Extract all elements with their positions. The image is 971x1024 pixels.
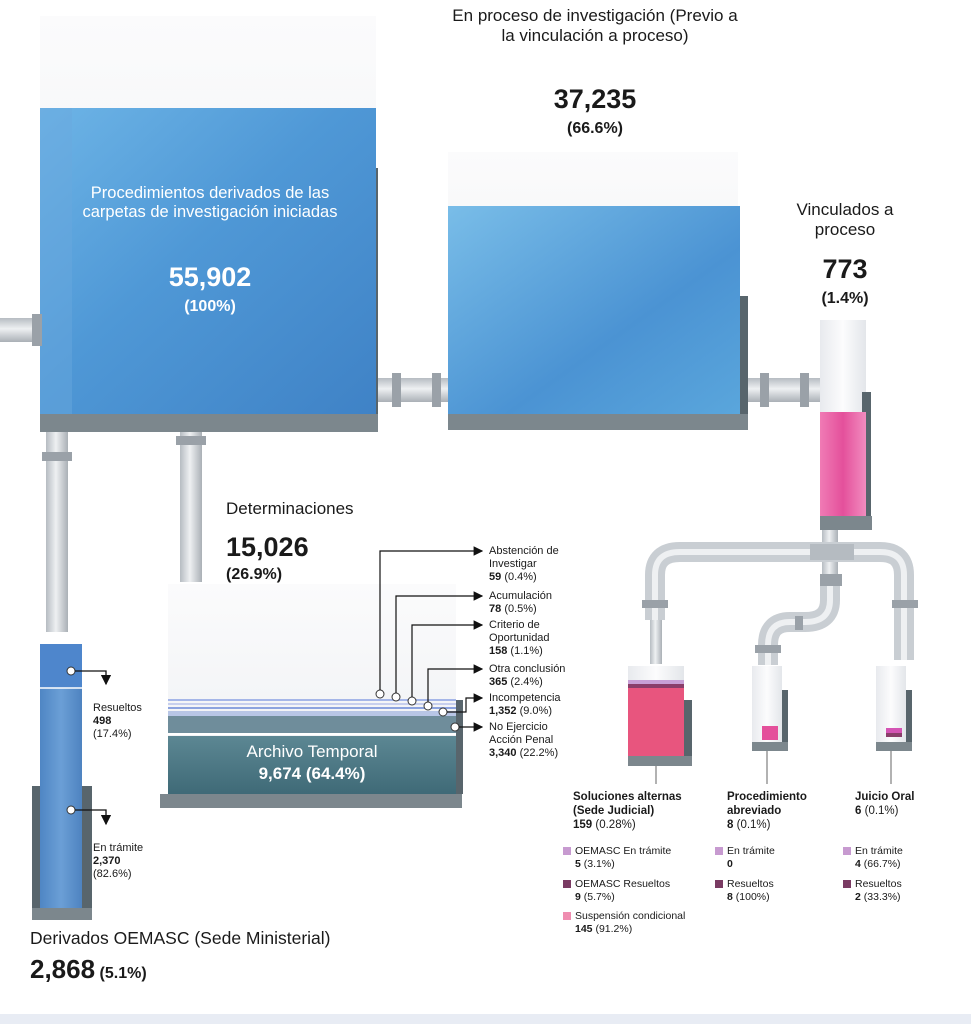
soluciones-title: Soluciones alternas (Sede Judicial) bbox=[573, 791, 682, 817]
determinaciones-title: Determinaciones bbox=[226, 499, 354, 518]
archivo-temporal-value: 9,674 (64.4%) bbox=[258, 764, 366, 783]
juicio-item-0: En trámite 4 (66.7%) bbox=[843, 845, 903, 870]
vinculados-value: 773 bbox=[822, 254, 868, 284]
oemasc-total bbox=[30, 954, 147, 985]
determinaciones-value: 15,026 bbox=[226, 532, 309, 562]
soluciones-item-1: OEMASC Resueltos 9 (5.7%) bbox=[563, 878, 670, 903]
abreviado-header: Procedimiento abreviado 8 (0.1%) bbox=[727, 790, 832, 832]
det-item-criterio: Criterio de Oportunidad 158 (1.1%) bbox=[489, 619, 550, 657]
legend-swatch-light bbox=[715, 847, 723, 855]
soluciones-header: Soluciones alternas (Sede Judicial) 159 (0.28%) bbox=[573, 790, 713, 832]
oemasc-pct: (5.1%) bbox=[99, 965, 147, 982]
det-item-no-ejercicio: No Ejercicio Acción Penal 3,340 (22.2%) bbox=[489, 721, 559, 759]
investigacion-pct: (66.6%) bbox=[566, 120, 624, 137]
oemasc-value: 2,868 bbox=[30, 954, 96, 984]
juicio-header: Juicio Oral 6 (0.1%) bbox=[855, 790, 955, 818]
juicio-title: Juicio Oral bbox=[855, 791, 915, 803]
abreviado-item-0: En trámite 0 bbox=[715, 845, 775, 870]
main-tank-title: Procedimientos derivados de las carpetas de investigación iniciadas bbox=[82, 184, 338, 222]
main-tank-label bbox=[80, 184, 340, 223]
legend-swatch-dark bbox=[715, 880, 723, 888]
main-tank-value: 55,902 bbox=[168, 262, 252, 292]
det-item-incompetencia: Incompetencia 1,352 (9.0%) bbox=[489, 692, 561, 717]
det-item-otra: Otra conclusión 365 (2.4%) bbox=[489, 663, 566, 688]
soluciones-item-0: OEMASC En trámite 5 (3.1%) bbox=[563, 845, 671, 870]
oemasc-title: Derivados OEMASC (Sede Ministerial) bbox=[30, 928, 331, 948]
legend-swatch-dark bbox=[843, 880, 851, 888]
det-item-abstencion: Abstención de Investigar 59 (0.4%) bbox=[489, 545, 559, 583]
juicio-item-1: Resueltos 2 (33.3%) bbox=[843, 878, 902, 903]
soluciones-item-2: Suspensión condicional 145 (91.2%) bbox=[563, 910, 685, 935]
legend-swatch-light bbox=[843, 847, 851, 855]
investigacion-value: 37,235 bbox=[553, 84, 637, 114]
investigacion-title: En proceso de investigación (Previo a la vinculación a proceso) bbox=[452, 6, 738, 46]
oemasc-resueltos: Resueltos 498 (17.4%) bbox=[93, 702, 142, 740]
legend-swatch-light bbox=[563, 847, 571, 855]
oemasc-tramite: En trámite 2,370 (82.6%) bbox=[93, 842, 144, 880]
vinculados-pct: (1.4%) bbox=[821, 290, 869, 307]
det-item-acumulacion: Acumulación 78 (0.5%) bbox=[489, 590, 552, 615]
archivo-temporal-label: Archivo Temporal bbox=[246, 742, 378, 761]
bottom-bar bbox=[0, 1014, 971, 1024]
determinaciones-pct: (26.9%) bbox=[226, 566, 283, 583]
legend-swatch-dark bbox=[563, 880, 571, 888]
abreviado-title: Procedimiento abreviado bbox=[727, 791, 807, 817]
abreviado-item-1: Resueltos 8 (100%) bbox=[715, 878, 774, 903]
main-tank-pct: (100%) bbox=[184, 298, 236, 315]
vinculados-title: Vinculados a proceso bbox=[796, 200, 894, 240]
legend-swatch-pink bbox=[563, 912, 571, 920]
